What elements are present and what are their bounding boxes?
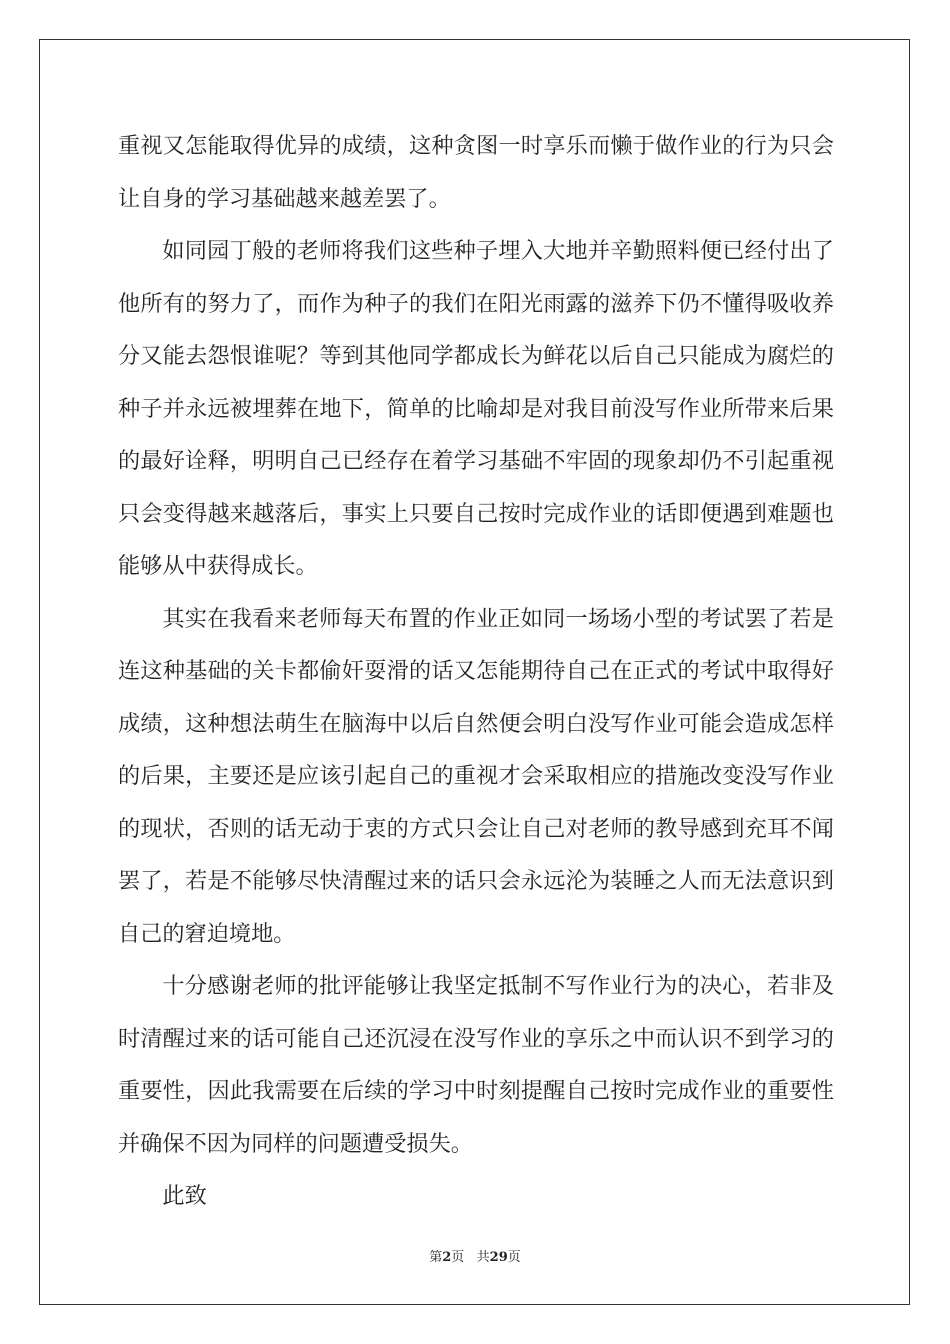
closing-salutation: 此致 (162, 1183, 207, 1209)
page-total-number: 29 (489, 1250, 508, 1265)
page-suffix: 页 (507, 1250, 521, 1265)
paragraph-3: 其实在我看来老师每天布置的作业正如同一场场小型的考试罢了若是连这种基础的关卡都偷奸耍滑的话又怎能期待自己在正式的考试中取得好成绩，这种想法萌生在脑海中以后自然便会明白没写作业可能会造成怎样的后果，主要还是应该引起自己的重视才会采取相应的措施改变没写作业的现状，否则的话无动于衷的方式只会让自己对老师的教导感到充耳不闻罢了，若是不能够尽快清醒过来的话只会永远沦为装睡之人而无法意识到自己的窘迫境地。 (118, 605, 834, 947)
page-prefix: 第 (429, 1250, 443, 1265)
document-body (118, 120, 834, 1223)
page-current-number: 2 (442, 1250, 452, 1265)
page-footer (0, 1246, 950, 1265)
page-mid: 页 共 (451, 1250, 490, 1265)
paragraph-2: 如同园丁般的老师将我们这些种子埋入大地并辛勤照料便已经付出了他所有的努力了，而作为种子的我们在阳光雨露的滋养下仍不懂得吸收养分又能去怨恨谁呢？等到其他同学都成长为鲜花以后自己只能成为腐烂的种子并永远被埋葬在地下，简单的比喻却是对我目前没写作业所带来后果的最好诠释，明明自己已经存在着学习基础不牢固的现象却仍不引起重视只会变得越来越落后，事实上只要自己按时完成作业的话即便遇到难题也能够从中获得成长。 (118, 238, 834, 579)
paragraph-4: 十分感谢老师的批评能够让我坚定抵制不写作业行为的决心，若非及时清醒过来的话可能自己还沉浸在没写作业的享乐之中而认识不到学习的重要性，因此我需要在后续的学习中时刻提醒自己按时完成作业的重要性并确保不因为同样的问题遭受损失。 (118, 973, 834, 1157)
paragraph-1: 重视又怎能取得优异的成绩，这种贪图一时享乐而懒于做作业的行为只会让自身的学习基础越来越差罢了。 (118, 133, 834, 212)
